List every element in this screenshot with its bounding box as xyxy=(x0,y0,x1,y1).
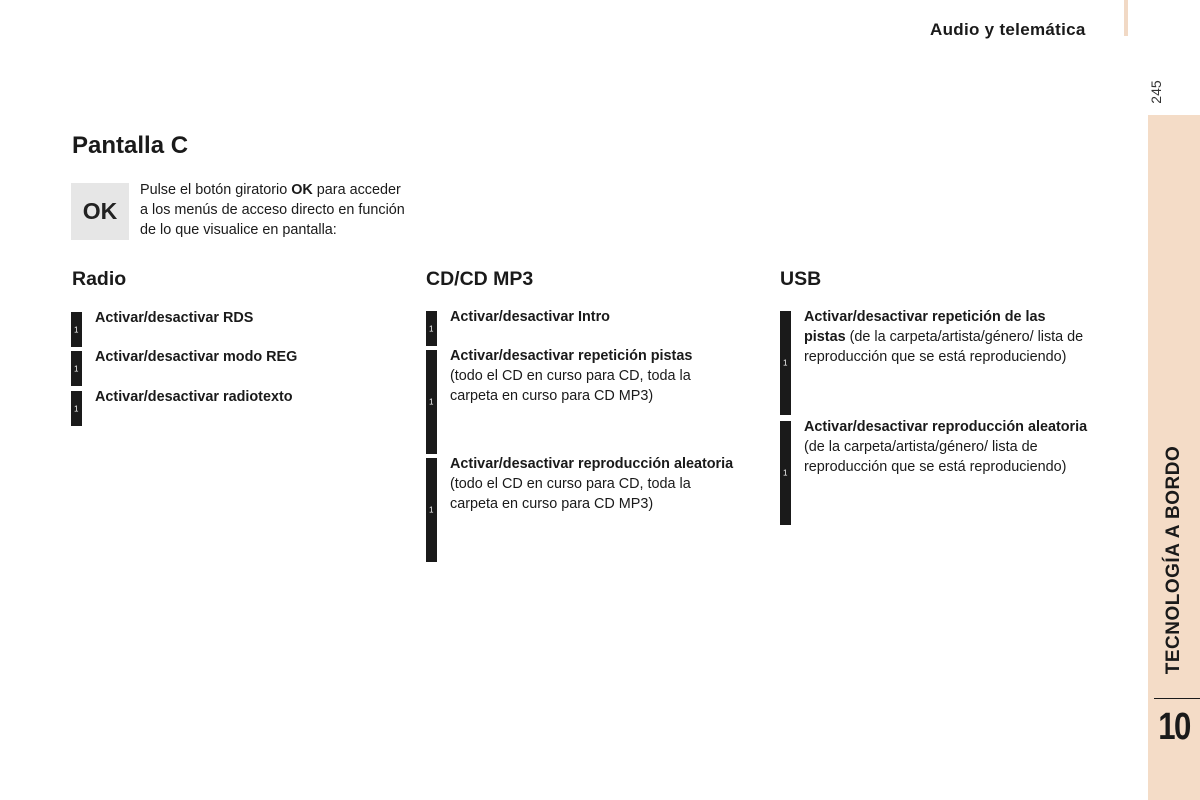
cd-item-shuffle xyxy=(450,454,740,515)
usb-item-shuffle-title: Activar/desactivar reproducción aleatoria xyxy=(804,419,1088,435)
marker-number: 1 xyxy=(74,404,79,413)
cd-item-repeat-title: Activar/desactivar repetición pistas xyxy=(450,348,693,364)
usb-heading: USB xyxy=(780,268,822,290)
marker-number: 1 xyxy=(74,364,79,373)
option-marker xyxy=(426,311,437,346)
option-marker xyxy=(426,350,437,454)
option-marker xyxy=(71,351,82,386)
option-marker xyxy=(780,421,791,525)
intro-text-bold: OK xyxy=(291,182,313,198)
chapter-number: 10 xyxy=(1158,706,1190,748)
marker-number: 1 xyxy=(429,324,434,333)
cd-item-intro: Activar/desactivar Intro xyxy=(450,309,610,325)
section-title: Pantalla C xyxy=(72,132,189,159)
chapter-tab-label-box xyxy=(1148,415,1200,705)
chapter-tab-label: TECNOLOGÍA A BORDO xyxy=(1163,445,1184,675)
marker-number: 1 xyxy=(783,468,788,478)
radio-heading: Radio xyxy=(72,268,127,290)
ok-icon-label: OK xyxy=(82,198,118,224)
intro-text-start: Pulse el botón giratorio xyxy=(140,182,292,198)
cd-item-shuffle-title: Activar/desactivar reproducción aleatoria xyxy=(450,456,734,472)
marker-number: 1 xyxy=(74,325,79,334)
usb-item-shuffle-desc: (de la carpeta/artista/género/ lista de reproducción que se está reproduciendo) xyxy=(804,439,1067,476)
option-marker xyxy=(71,312,82,347)
ok-button-icon xyxy=(71,183,129,240)
cd-item-repeat xyxy=(450,346,735,407)
option-marker xyxy=(780,311,791,415)
cd-heading: CD/CD MP3 xyxy=(426,268,534,290)
chapter-divider xyxy=(1154,698,1200,699)
header-divider xyxy=(1124,0,1128,36)
usb-item-repeat-title: Activar/desactivar repetición de las pistas xyxy=(804,309,1046,346)
usb-item-repeat xyxy=(804,307,1089,368)
usb-item-repeat-desc: (de la carpeta/artista/género/ lista de reproducción que se está reproduciendo) xyxy=(804,329,1084,366)
option-marker xyxy=(71,391,82,426)
usb-item-shuffle xyxy=(804,417,1089,478)
intro-text xyxy=(140,180,405,241)
cd-item-repeat-desc: (todo el CD en curso para CD, toda la carpeta en curso para CD MP3) xyxy=(450,368,691,405)
marker-number: 1 xyxy=(429,505,434,515)
radio-item-radiotext: Activar/desactivar radiotexto xyxy=(95,389,293,405)
cd-item-shuffle-desc: (todo el CD en curso para CD, toda la carpeta en curso para CD MP3) xyxy=(450,476,691,513)
marker-number: 1 xyxy=(783,358,788,368)
header-title: Audio y telemática xyxy=(930,20,1086,39)
marker-number: 1 xyxy=(429,397,434,407)
intro-text-end: para acceder a los menús de acceso directo en función de lo que visualice en pantalla: xyxy=(140,182,405,239)
radio-item-reg: Activar/desactivar modo REG xyxy=(95,349,298,365)
page-number: 245 xyxy=(1148,80,1164,104)
radio-item-rds: Activar/desactivar RDS xyxy=(95,310,254,326)
option-marker xyxy=(426,458,437,562)
